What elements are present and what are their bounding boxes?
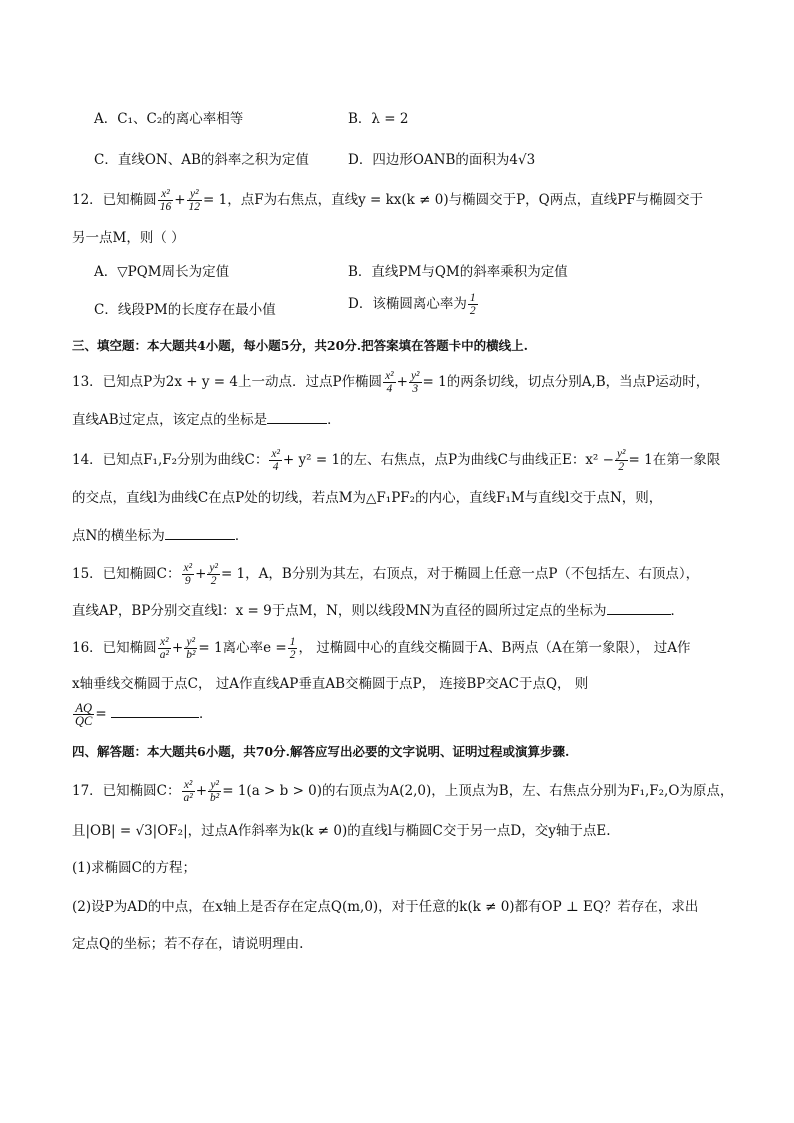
q16-line2: x轴垂线交椭圆于点C， 过A作直线AP垂直AB交椭圆于点P， 连接BP交AC于点Q， 则 (72, 676, 589, 692)
answer-blank (267, 409, 327, 424)
fraction: $\frac{\text{y²}}{\text{b²}}$ (210, 779, 220, 804)
q13-line1: 13．已知点P为2x + y = 4上一动点．过点P作椭圆 $\frac{\text{x²}}{4}$ + $\frac{\text{y²}}{3}$ = 1的两条切线，切点分别A,B，当点P运动时， (72, 370, 710, 395)
answer-blank (111, 703, 199, 718)
fraction: $\frac{\text{y²}}{2}$ (616, 448, 626, 473)
fraction: $\frac{\text{y²}}{\text{b²}}$ (186, 636, 196, 661)
section-4-heading: 四、解答题：本大题共6小题，共70分.解答应写出必要的文字说明、证明过程或演算步骤. (72, 744, 570, 759)
q12-option-d-text: D．该椭圆离心率为 (348, 296, 467, 312)
q15-line2: 直线AP，BP分别交直线l：x = 9于点M，N，则以线段MN为直径的圆所过定点的坐标为 ． (72, 600, 734, 621)
q12-stem-line1: 12．已知椭圆 $\frac{\text{x²}}{16}$ + $\frac{\text{y²}}{12}$ = 1，点F为右焦点，直线y = kx(k ≠ 0)与椭圆交于P，Q两点，直线PF与椭圆交于 (72, 188, 704, 213)
q12-stem-part2: ，点F为右焦点，直线y = kx(k ≠ 0)与椭圆交于P，Q两点，直线PF与椭圆交于 (227, 192, 704, 208)
answer-blank (165, 525, 235, 540)
q14-line2: 的交点，直线l为曲线C在点P处的切线，若点M为△F₁PF₂的内心，直线F₁M与直线l交于点N，则， (72, 490, 663, 506)
fraction: $\frac{\text{x²}}{16}$ (159, 188, 172, 213)
q12-stem-line2: 另一点M，则（ ） (72, 230, 185, 246)
q17-text-b: 的右顶点为A(2,0)，上顶点为B，左、右焦点分别为F₁,F₂,O为原点， (322, 783, 734, 799)
q16-line1: 16．已知椭圆 $\frac{\text{x²}}{\text{a²}}$ + $\frac{\text{y²}}{\text{b²}}$ = 1离心率e = $\frac{1}{2}$ ， 过椭圆中心的直线交椭圆于A、B两点（A在第一象限）， 过A作 (72, 636, 691, 661)
fraction: $\frac{\text{y²}}{3}$ (410, 370, 420, 395)
q16-answer: $\frac{AQ}{QC}$ = ． (75, 701, 213, 728)
q12-option-a: A．▽PQM周长为定值 (94, 264, 230, 280)
q11-option-c: C．直线ON、AB的斜率之积为定值 (94, 152, 309, 168)
q11-option-a: A．C₁、C₂的离心率相等 (94, 111, 244, 127)
q17-line2: 且|OB| = √3|OF₂|，过点A作斜率为k(k ≠ 0)的直线l与椭圆C交于另一点D，交y轴于点E. (72, 823, 611, 839)
q17-text-a: 17．已知椭圆C： (72, 783, 181, 799)
q15-text-c: 直线AP，BP分别交直线l：x = 9于点M，N，则以线段MN为直径的圆所过定点的坐标为 (72, 603, 607, 619)
fraction: $\frac{\text{x²}}{9}$ (183, 562, 193, 587)
q12-option-b: B．直线PM与QM的斜率乘积为定值 (348, 264, 568, 280)
q14-text-a: 14．已知点F₁,F₂分别为曲线C： (72, 452, 269, 468)
fraction: $\frac{\text{y²}}{2}$ (209, 562, 218, 587)
q16-text-c: ， 过椭圆中心的直线交椭圆于A、B两点（A在第一象限）， 过A作 (298, 640, 691, 656)
fraction: $\frac{AQ}{QC}$ (75, 701, 93, 728)
q15-text-a: 15．已知椭圆C： (72, 566, 181, 582)
q14-line3: 点N的横坐标为 ． (72, 525, 734, 546)
q15-line1: 15．已知椭圆C： $\frac{\text{x²}}{9}$ + $\frac{\text{y²}}{2}$ = 1，A，B分别为其左，右顶点，对于椭圆上任意一点P（不包括左、右顶点）， (72, 562, 700, 587)
q13-text-b: 的两条切线，切点分别A,B，当点P运动时， (446, 374, 710, 390)
q17-part3: 定点Q的坐标；若不存在，请说明理由. (72, 936, 304, 952)
section-3-heading: 三、填空题：本大题共4小题，每小题5分，共20分.把答案填在答题卡中的横线上. (72, 338, 528, 353)
q11-option-b: B．λ = 2 (348, 111, 409, 127)
q12-option-d (348, 292, 479, 317)
q17-line1: 17．已知椭圆C： $\frac{\text{x²}}{\text{a²}}$ + $\frac{\text{y²}}{\text{b²}}$ = 1(a > b > 0)的右顶点为A(2,0)，上顶点为B，左、右焦点分别为F₁,F₂,O为原点， (72, 779, 734, 804)
fraction: $\frac{\text{x²}}{\text{a²}}$ (183, 779, 193, 804)
fraction: $\frac{\text{x²}}{4}$ (385, 370, 394, 395)
q12-stem-part1: 12．已知椭圆 (72, 192, 157, 208)
q14-line1: 14．已知点F₁,F₂分别为曲线C： $\frac{\text{x²}}{4}$ + y² = 1的左、右焦点，点P为曲线C与曲线正E：x² − $\frac{\text{y²}}{2}$ = 1在第一象限 (72, 448, 721, 473)
fraction: $\frac{1}{2}$ (289, 636, 296, 661)
q16-text-a: 16．已知椭圆 (72, 640, 157, 656)
q16-text-b: 离心率e = (222, 640, 287, 656)
q13-text-a: 13．已知点P为2x + y = 4上一动点．过点P作椭圆 (72, 374, 383, 390)
q12-option-c: C．线段PM的长度存在最小值 (94, 302, 276, 318)
q11-option-d: D．四边形OANB的面积为4√3 (348, 152, 536, 168)
fraction: $\frac{\text{y²}}{12}$ (188, 188, 200, 213)
answer-blank (607, 600, 671, 615)
fraction: $\frac{\text{x²}}{4}$ (271, 448, 280, 473)
q14-text-d: 点N的横坐标为 (72, 528, 165, 544)
fraction: $\frac{1}{2}$ (469, 292, 476, 317)
q17-part1: (1)求椭圆C的方程； (72, 860, 196, 876)
q14-text-c: 在第一象限 (652, 452, 721, 468)
q15-text-b: ，A，B分别为其左，右顶点，对于椭圆上任意一点P（不包括左、右顶点）， (245, 566, 700, 582)
q13-text-c: 直线AB过定点，该定点的坐标是 (72, 412, 268, 428)
q14-text-b: 的左、右焦点，点P为曲线C与曲线正E：x² − (340, 452, 614, 468)
q17-part2: (2)设P为AD的中点，在x轴上是否存在定点Q(m,0)，对于任意的k(k ≠ 0)都有OP ⊥ EQ？若存在，求出 (72, 899, 699, 915)
q13-line2: 直线AB过定点，该定点的坐标是 ． (72, 409, 734, 430)
fraction: $\frac{\text{x²}}{\text{a²}}$ (159, 636, 169, 661)
